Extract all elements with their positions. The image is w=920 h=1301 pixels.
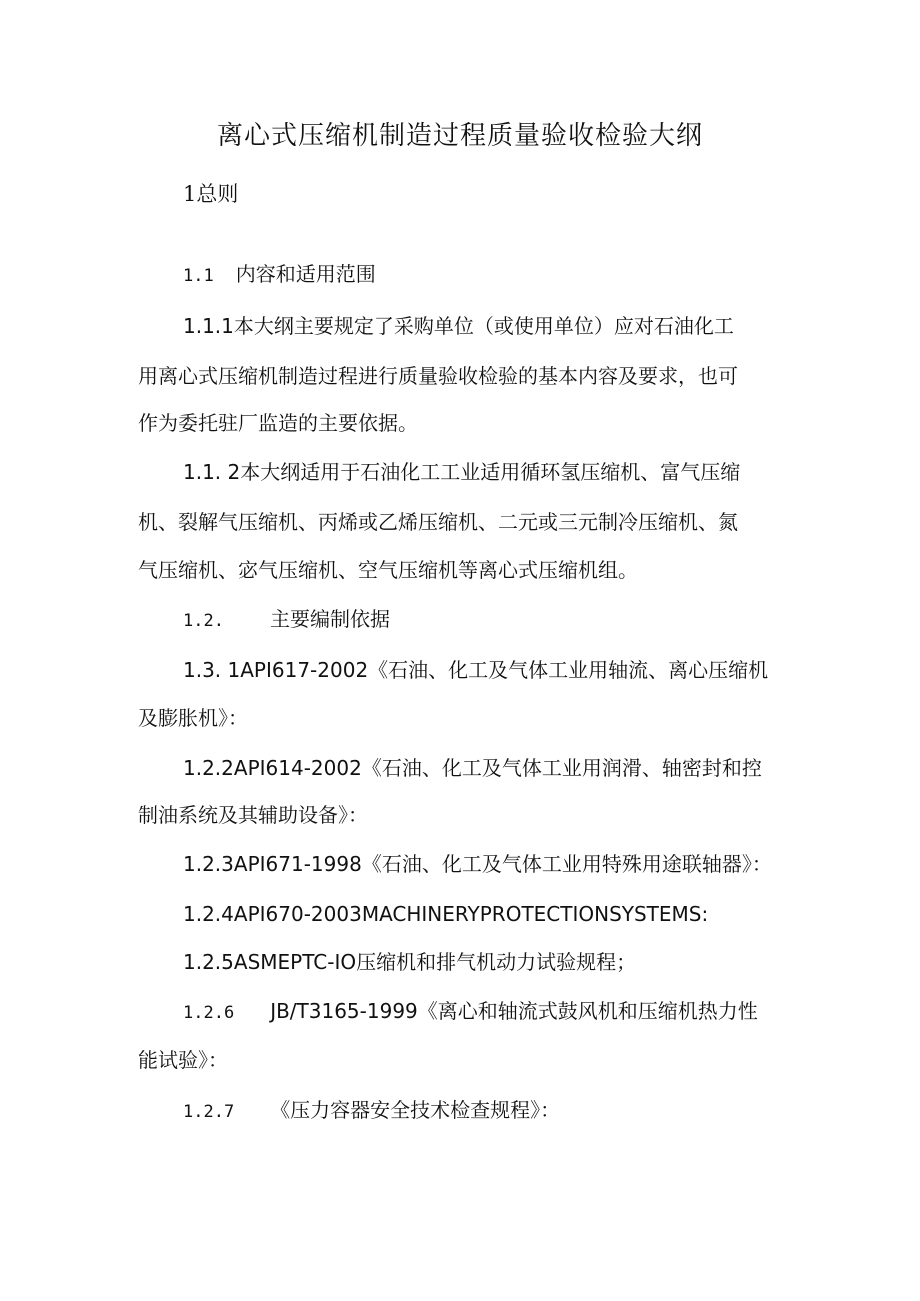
para-1-2-3-line-1: 1.2.3API671-1998《石油、化工及气体工业用特殊用途联轴器》：	[183, 852, 772, 876]
para-1-1-2-line-3: 气压缩机、宓气压缩机、空气压缩机等离心式压缩机组。	[138, 558, 638, 582]
para-1-2-6-line-2: 能试验》：	[138, 1048, 228, 1072]
para-1-1-2-line-1: 1.1. 2本大纲适用于石油化工工业适用循环氢压缩机、富气压缩	[183, 460, 741, 484]
para-1-1-1-line-1: 1.1.1本大纲主要规定了采购单位（或使用单位）应对石油化工	[183, 314, 734, 338]
para-1-2-5-line-1: 1.2.5ASMEPTC-IO压缩机和排气机动力试验规程；	[183, 950, 637, 974]
subsection-1-2	[183, 604, 390, 636]
para-1-2-7-number: 1.2.7	[183, 1102, 235, 1122]
document-title: 离心式压缩机制造过程质量验收检验大纲	[216, 121, 703, 151]
para-1-1-1-line-2: 用离心式压缩机制造过程进行质量验收检验的基本内容及要求，也可	[138, 364, 738, 388]
para-1-2-2-line-2: 制油系统及其辅助设备》：	[138, 803, 368, 827]
para-1-1-2-line-2: 机、裂解气压缩机、丙烯或乙烯压缩机、二元或三元制冷压缩机、氮	[138, 510, 738, 534]
subsection-1-1	[183, 259, 376, 291]
para-1-2-4-line-1: 1.2.4API670-2003MACHINERYPROTECTIONSYSTEMS:	[183, 902, 709, 926]
para-1-1-1-line-3: 作为委托驻厂监造的主要依据。	[138, 411, 418, 435]
para-1-2-7-text: 《压力容器安全技术检查规程》：	[270, 1098, 561, 1122]
para-1-2-6-text: JB/T3165-1999《离心和轴流式鼓风机和压缩机热力性	[270, 999, 758, 1023]
para-1-2-6-number: 1.2.6	[183, 1003, 235, 1023]
section-1-heading: 1总则	[183, 182, 239, 206]
subsection-1-2-heading: 主要编制依据	[269, 607, 390, 631]
subsection-1-1-number: 1.1	[183, 266, 214, 286]
para-1-2-2-line-1: 1.2.2API614-2002《石油、化工及气体工业用润滑、轴密封和控	[183, 756, 762, 780]
para-1-2-6-line-1	[183, 996, 758, 1028]
para-1-2-7-line-1	[183, 1095, 560, 1127]
subsection-1-2-number: 1.2.	[183, 611, 224, 631]
para-1-3-1-line-1: 1.3. 1API617-2002《石油、化工及气体工业用轴流、离心压缩机	[183, 658, 769, 682]
para-1-3-1-line-2: 及膨胀机》：	[138, 706, 248, 730]
subsection-1-1-heading: 内容和适用范围	[235, 262, 376, 286]
